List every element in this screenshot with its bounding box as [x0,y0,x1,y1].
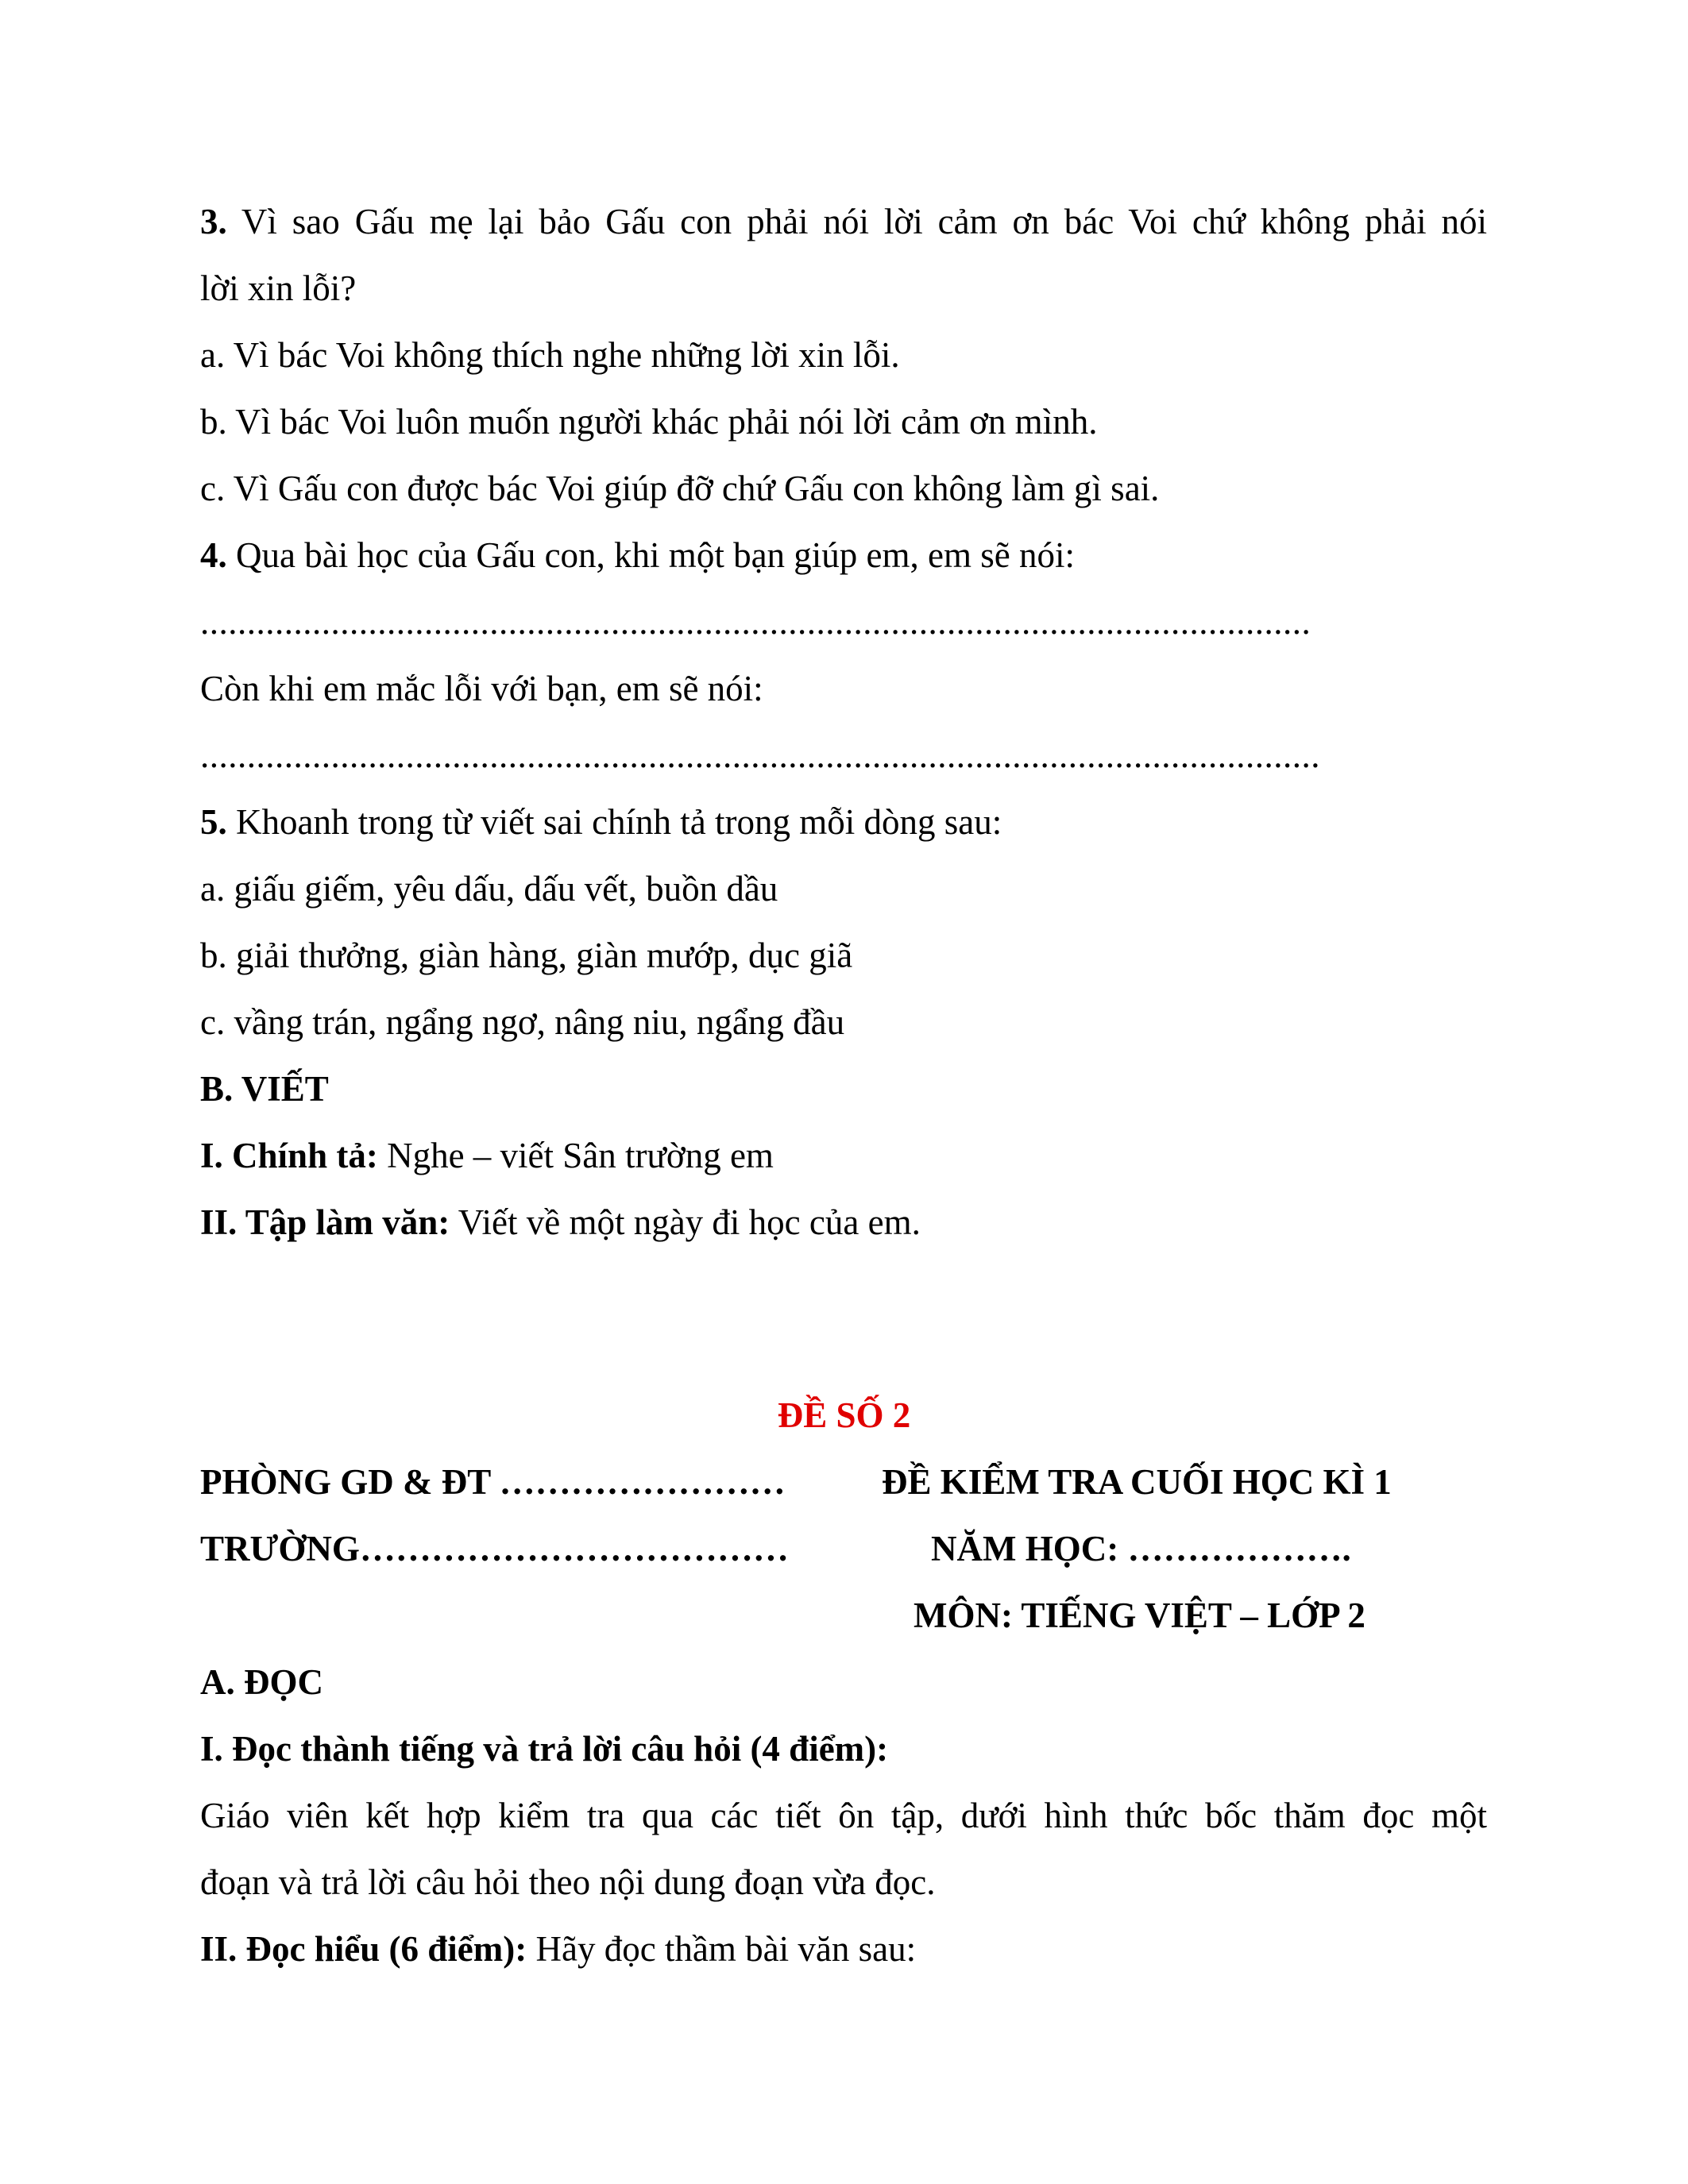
section-b-item-1-text: Nghe – viết Sân trường em [377,1136,774,1175]
question-5-option-c: c. vầng trán, ngẩng ngơ, nâng niu, ngẩng đầu [200,1002,845,1042]
part-2 [200,1931,916,1967]
header-school: TRƯỜNG……………………………… [200,1529,789,1569]
question-3-number: 3. [200,202,227,241]
question-4 [200,535,1075,575]
section-b-title: B. VIẾT [200,1069,329,1109]
section-b-item-1 [200,1138,774,1174]
part-1-title: I. Đọc thành tiếng và trả lời câu hỏi (4 điểm): [200,1729,889,1769]
question-5-text: Khoanh trong từ viết sai chính tả trong mỗi dòng sau: [236,802,1002,842]
question-3-line-2: lời xin lỗi? [200,268,357,308]
header-exam-title: ĐỀ KIỂM TRA CUỐI HỌC KÌ 1 [882,1462,1392,1502]
question-3-line-1 [200,204,1487,240]
question-4-number: 4. [200,535,227,575]
section-b-item-1-label: I. Chính tả: [200,1136,378,1175]
section-b-item-2-label: II. Tập làm văn: [200,1202,450,1242]
part-1-text-line-2: đoạn và trả lời câu hỏi theo nội dung đoạn vừa đọc. [200,1862,936,1902]
question-3-text: Vì sao Gấu mẹ lại bảo Gấu con phải nói lời cảm ơn bác Voi chứ không phải nói [241,202,1488,241]
exam-2-title: ĐỀ SỐ 2 [777,1395,911,1435]
section-b-item-2-text: Viết về một ngày đi học của em. [450,1202,921,1242]
answer-dots-2: ........................................................................................................................ [200,735,1320,775]
header-department: PHÒNG GD & ĐT …………………… [200,1462,786,1502]
part-2-label: II. Đọc hiểu (6 điểm): [200,1929,527,1969]
question-3-option-c: c. Vì Gấu con được bác Voi giúp đỡ chứ Gấu con không làm gì sai. [200,469,1160,508]
question-3-option-a: a. Vì bác Voi không thích nghe những lời xin lỗi. [200,335,900,375]
question-4-sub: Còn khi em mắc lỗi với bạn, em sẽ nói: [200,669,763,708]
question-5-number: 5. [200,802,227,842]
section-a-title: A. ĐỌC [200,1662,323,1702]
header-subject: MÔN: TIẾNG VIỆT – LỚP 2 [914,1596,1365,1635]
part-1-text-line-1: Giáo viên kết hợp kiểm tra qua các tiết ôn tập, dưới hình thức bốc thăm đọc một [200,1796,1487,1835]
question-5-option-b: b. giải thưởng, giàn hàng, giàn mướp, dục giã [200,936,853,975]
question-4-text: Qua bài học của Gấu con, khi một bạn giúp em, em sẽ nói: [236,535,1075,575]
question-5-option-a: a. giấu giếm, yêu dấu, dấu vết, buồn dầu [200,869,778,909]
header-school-year: NĂM HỌC: ………………. [931,1529,1351,1569]
question-5 [200,802,1002,842]
part-2-text: Hãy đọc thầm bài văn sau: [527,1929,917,1969]
question-3-option-b: b. Vì bác Voi luôn muốn người khác phải nói lời cảm ơn mình. [200,402,1098,442]
section-b-item-2 [200,1202,921,1242]
answer-dots-1: ....................................................................................................................... [200,602,1311,642]
